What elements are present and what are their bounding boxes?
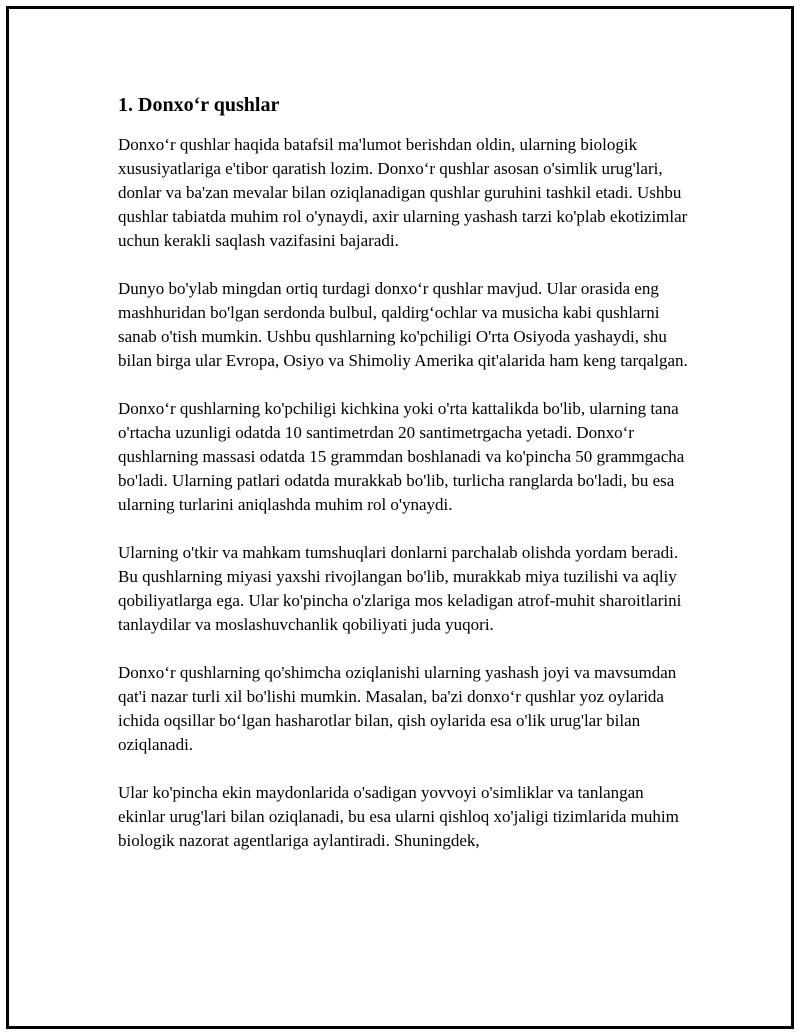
section-heading: 1. Donxo‘r qushlar [118,94,280,116]
paragraph-6: Ular ko'pincha ekin maydonlarida o'sadigan yovvoyi o'simliklar va tanlangan ekinlar urug'lari bilan oziqlanadi, bu esa ularni qishloq xo'jaligi tizimlarida muhim biologik nazorat agentlariga aylantiradi. Shuningdek, [118,783,679,850]
document-body [111,87,686,877]
paragraph-5: Donxo‘r qushlarning qo'shimcha oziqlanishi ularning yashash joyi va mavsumdan qat'i nazar turli xil bo'lishi mumkin. Masalan, ba'zi donxo‘r qushlar yoz oylarida ichida oqsillar bo‘lgan hasharotlar bilan, qish oylarida esa o'lik urug'lar bilan oziqlanadi. [118,663,677,754]
paragraph-1: Donxo‘r qushlar haqida batafsil ma'lumot berishdan oldin, ularning biologik xususiyatlariga e'tibor qaratish lozim. Donxo‘r qushlar asosan o'simlik urug'lari, donlar va ba'zan mevalar bilan oziqlanadigan qushlar guruhini tashkil etadi. Ushbu qushlar tabiatda muhim rol o'ynaydi, axir ularning yashash tarzi ko'plab ekotizimlar uchun kerakli saqlash vazifasini bajaradi. [118,135,688,250]
paragraph-4: Ularning o'tkir va mahkam tumshuqlari donlarni parchalab olishda yordam beradi. Bu qushlarning miyasi yaxshi rivojlangan bo'lib, murakkab miya tuzilishi va aqliy qobiliyatlarga ega. Ular ko'pincha o'zlariga mos keladigan atrof-muhit sharoitlarini tanlaydilar va moslashuvchanlik qobiliyati juda yuqori. [118,543,682,634]
paragraph-3: Donxo‘r qushlarning ko'pchiligi kichkina yoki o'rta kattalikda bo'lib, ularning tana o'rtacha uzunligi odatda 10 santimetrdan 20 santimetrgacha yetadi. Donxo‘r qushlarning massasi odatda 15 grammdan boshlanadi va ko'pincha 50 grammgacha bo'ladi. Ularning patlari odatda murakkab bo'lib, turlicha ranglarda bo'ladi, bu esa ularning turlarini aniqlashda muhim rol o'ynaydi. [118,399,685,514]
paragraph-2: Dunyo bo'ylab mingdan ortiq turdagi donxo‘r qushlar mavjud. Ular orasida eng mashhuridan bo'lgan serdonda bulbul, qaldirg‘ochlar va musicha kabi qushlarni sanab o'tish mumkin. Ushbu qushlarning ko'pchiligi O'rta Osiyoda yashaydi, shu bilan birga ular Evropa, Osiyo va Shimoliy Amerika qit'alarida ham keng tarqalgan. [118,279,688,370]
